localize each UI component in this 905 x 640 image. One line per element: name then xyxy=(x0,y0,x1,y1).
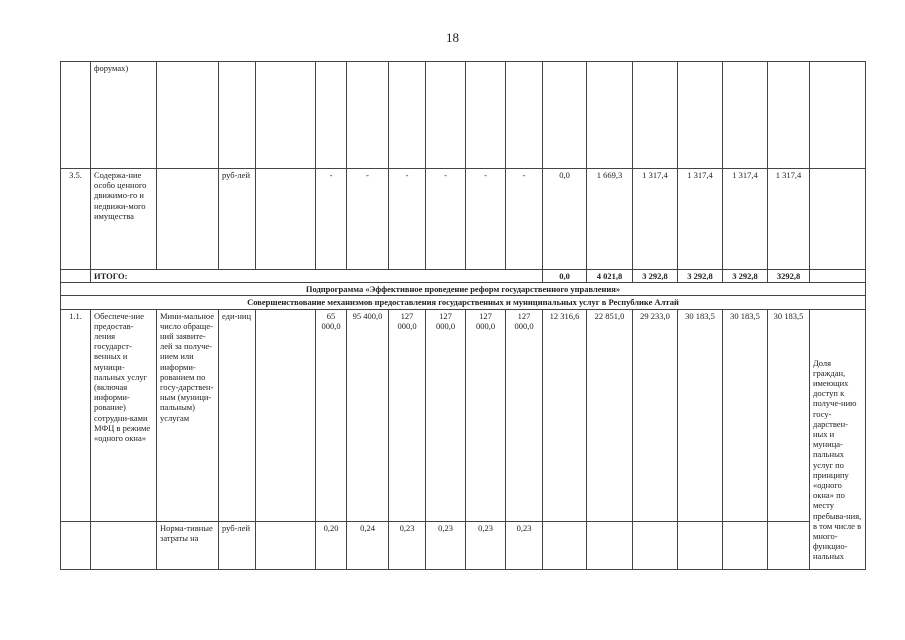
fact-cell: 29 233,0 xyxy=(633,309,678,521)
plan-cell: 127 000,0 xyxy=(426,309,466,521)
fact-cell: 30 183,5 xyxy=(723,309,768,521)
section-title: Совершенствование механизмов предоставления государственных и муниципальных услуг в Республике Алтай xyxy=(61,296,866,309)
plan-cell: 127 000,0 xyxy=(389,309,426,521)
plan-cell: 65 000,0 xyxy=(316,309,347,521)
note-cell: Доля граждан, имеющих доступ к получе-нию госу-дарствен-ных и муница-пальных услуг по принципу «одного окна» по месту пребыва-ния, в том числе в много-функцио-нальных xyxy=(810,309,866,569)
section-row xyxy=(61,296,866,309)
plan-cell: 0,23 xyxy=(426,521,466,569)
total-cell: 3 292,8 xyxy=(633,270,678,283)
total-cell: 4 021,8 xyxy=(587,270,633,283)
subprogram-row xyxy=(61,283,866,296)
plan-cell: 0,23 xyxy=(506,521,543,569)
row-number: 3.5. xyxy=(61,169,91,270)
table-row xyxy=(61,169,866,270)
fact-cell: 1 669,3 xyxy=(587,169,633,270)
table-row xyxy=(61,309,866,521)
page-number: 18 xyxy=(446,30,459,45)
row-number: 1.1. xyxy=(61,309,91,521)
unit-cell: руб-лей xyxy=(219,169,256,270)
table-row xyxy=(61,62,866,169)
fact-cell: 1 317,4 xyxy=(723,169,768,270)
fact-cell: 30 183,5 xyxy=(678,309,723,521)
fact-cell: 0,0 xyxy=(543,169,587,270)
plan-cell: - xyxy=(316,169,347,270)
plan-cell: - xyxy=(426,169,466,270)
total-cell: 3 292,8 xyxy=(678,270,723,283)
plan-cell: 95 400,0 xyxy=(347,309,389,521)
plan-cell: - xyxy=(347,169,389,270)
plan-cell: - xyxy=(506,169,543,270)
total-label: ИТОГО: xyxy=(91,270,543,283)
plan-cell: 0,23 xyxy=(389,521,426,569)
indicator-name: Мини-мальное число обраще-ний заявите-лей за получе-нием или информи-рованием по госу-дарствен-ным (муници-пальным) услугам xyxy=(157,309,219,521)
fact-cell: 22 851,0 xyxy=(587,309,633,521)
plan-cell: - xyxy=(389,169,426,270)
table-row xyxy=(61,521,866,569)
total-cell: 0,0 xyxy=(543,270,587,283)
total-row xyxy=(61,270,866,283)
plan-cell: 127 000,0 xyxy=(466,309,506,521)
fact-cell: 1 317,4 xyxy=(633,169,678,270)
subprogram-title: Подпрограмма «Эффективное проведение реформ государственного управления» xyxy=(61,283,866,296)
indicator-name: Норма-тивные затраты на xyxy=(157,521,219,569)
program-table xyxy=(60,61,866,570)
plan-cell: 0,23 xyxy=(466,521,506,569)
fact-cell: 1 317,4 xyxy=(768,169,810,270)
plan-cell: 0,24 xyxy=(347,521,389,569)
unit-cell: руб-лей xyxy=(219,521,256,569)
plan-cell: - xyxy=(466,169,506,270)
row-name: Содержа-ние особо ценного движимо-го и недвижи-мого имущества xyxy=(91,169,157,270)
unit-cell: еди-ниц xyxy=(219,309,256,521)
plan-cell: 127 000,0 xyxy=(506,309,543,521)
row-name: Обеспече-ние предостав-ления государст-венных и муници-пальных услуг (включая информи-рование) сотрудни-ками МФЦ в режиме «одного окна» xyxy=(91,309,157,521)
fact-cell: 1 317,4 xyxy=(678,169,723,270)
plan-cell: 0,20 xyxy=(316,521,347,569)
total-cell: 3292,8 xyxy=(768,270,810,283)
total-cell: 3 292,8 xyxy=(723,270,768,283)
fact-cell: 12 316,6 xyxy=(543,309,587,521)
row-name: форумах) xyxy=(91,62,157,169)
fact-cell: 30 183,5 xyxy=(768,309,810,521)
